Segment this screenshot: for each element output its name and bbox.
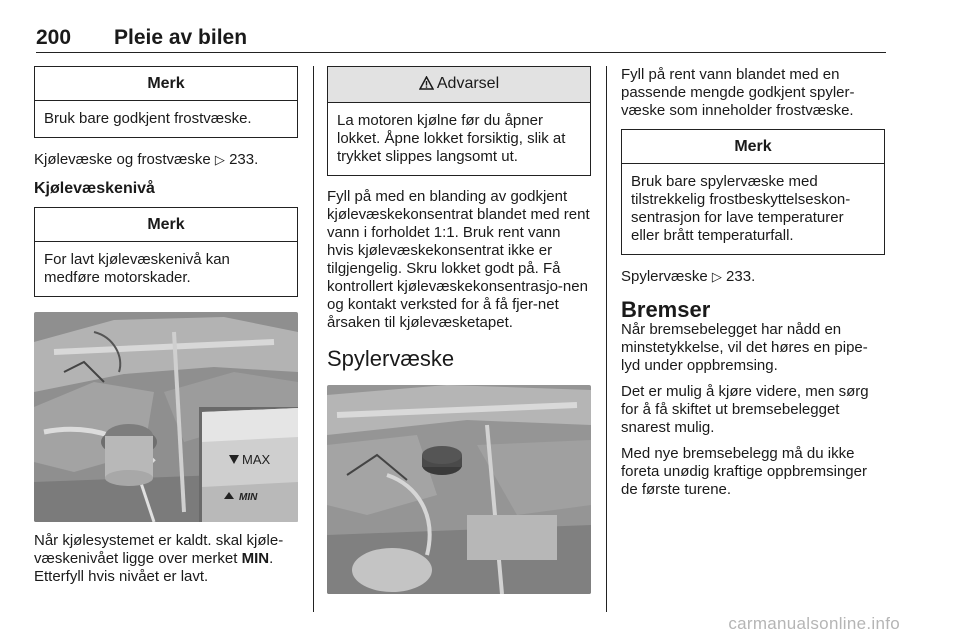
washer-fill-paragraph: Fyll på rent vann blandet med en passende mengde godkjent spyler-væske som inneholder frostvæske. <box>621 66 855 119</box>
section-heading: Kjølevæskenivå <box>34 180 155 197</box>
max-mark-label: MAX <box>242 452 271 467</box>
min-mark-label: MIN <box>239 492 258 503</box>
cross-reference <box>34 151 298 169</box>
brake-paragraph: Med nye bremsebelegg må du ikke foreta unødig kraftige oppbremsinger de første turene. <box>621 445 867 498</box>
column-divider <box>313 66 314 612</box>
coolant-fill-paragraph: Fyll på med en blanding av godkjent kjølevæskekonsentrat blandet med rent vann i forholdet 1:1. Bruk rent vann hvis kjølevæskekonsentrat ikke er tilgjengelig. Skru lokket godt på. Få kontrollert kjølevæskekonsentrasjo-nen og kontakt verksted for å få fjer-net årsaken til kjølevæsketapet. <box>327 188 590 331</box>
watermark: carmanualsonline.info <box>728 614 900 633</box>
column-3 <box>621 66 885 499</box>
warning-box <box>327 66 591 176</box>
warning-text: La motoren kjølne før du åpner lokket. Åpne lokket forsiktig, slik at trykket slippes langsomt ut. <box>337 112 566 165</box>
column-1 <box>34 66 298 297</box>
cross-reference-page[interactable]: 233. <box>229 151 259 168</box>
washer-fluid-illustration <box>327 385 591 594</box>
warning-triangle-icon <box>419 76 434 95</box>
reference-arrow-icon: ▷ <box>711 269 722 284</box>
note-text: Bruk bare godkjent frostvæske. <box>44 110 252 127</box>
cross-reference-page[interactable]: 233. <box>726 268 756 285</box>
column-divider <box>606 66 607 612</box>
cross-reference <box>621 268 885 286</box>
min-mark: MIN <box>241 550 270 567</box>
reference-arrow-icon: ▷ <box>214 152 225 167</box>
warning-heading: Advarsel <box>328 67 590 103</box>
note-box <box>34 207 298 297</box>
caption-text: Når kjølesystemet er kaldt. skal kjøle-væskenivået ligge over merket MIN. Etterfyll hvis nivået er lavt. <box>34 532 284 585</box>
brake-paragraph: Når bremsebelegget har nådd en minstetykkelse, vil det høres en pipe-lyd under oppbremsing. <box>621 321 868 374</box>
page-header <box>36 26 886 53</box>
note-box <box>621 129 885 255</box>
note-text: Bruk bare spylervæske med tilstrekkelig frostbeskyttelseskon-sentrasjon for lave temperaturer eller brått temperaturfall. <box>631 173 851 244</box>
figure-caption <box>34 532 298 586</box>
section-heading: Bremser <box>621 297 711 322</box>
note-text: For lavt kjølevæskenivå kan medføre motorskader. <box>44 251 230 286</box>
cross-reference-text: Kjølevæske og frostvæske <box>34 151 211 168</box>
brake-paragraph: Det er mulig å kjøre videre, men sørg for å få skiftet ut bremsebelegget snarest mulig. <box>621 383 869 436</box>
page-title: Pleie av bilen <box>114 26 248 49</box>
note-heading: Merk <box>35 67 297 101</box>
section-heading: Spylervæske <box>327 346 455 371</box>
cross-reference-text: Spylervæske <box>621 268 708 285</box>
note-box <box>34 66 298 138</box>
note-heading: Merk <box>622 130 884 164</box>
note-heading: Merk <box>35 208 297 242</box>
coolant-reservoir-illustration <box>34 312 298 522</box>
column-2 <box>327 66 591 371</box>
page-number: 200 <box>36 26 72 49</box>
